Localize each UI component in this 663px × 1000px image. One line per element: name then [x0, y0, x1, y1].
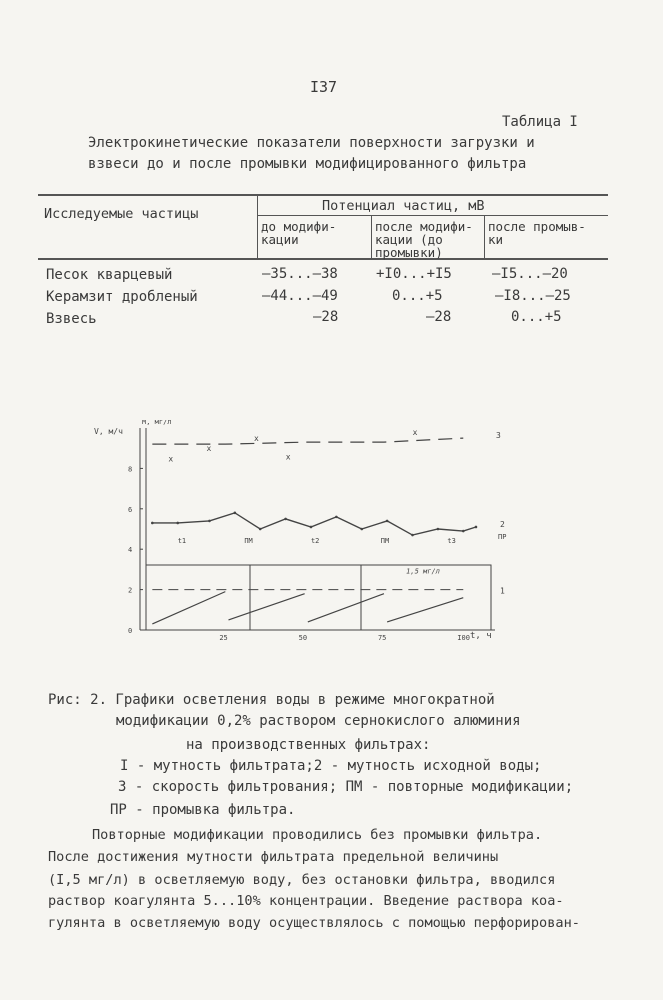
x-tick-label: I00 — [457, 634, 470, 642]
subcol-after-wash-line2: ки — [488, 232, 504, 247]
subcol-before — [261, 220, 336, 246]
col-particles-header: Исследуемые частицы — [44, 206, 199, 222]
y-axis-label-left: V, м/ч — [94, 427, 123, 436]
paragraph-line: После достижения мутности фильтрата предельной величины — [48, 849, 499, 865]
row-name: Песок кварцевый — [46, 267, 173, 283]
x-tick-label: 75 — [377, 634, 387, 642]
series-point — [310, 526, 313, 529]
table-label: Таблица I — [502, 114, 578, 130]
y-tick-label: 4 — [128, 546, 133, 555]
subcol-after-mod-line3: промывки) — [375, 245, 443, 260]
paragraph-line: Повторные модификации проводились без промывки фильтра. — [92, 827, 543, 843]
paragraph-line: (I,5 мг/л) в осветляемую воду, без остановки фильтра, вводился — [48, 872, 556, 888]
table-vline-1 — [257, 194, 258, 258]
series-point — [335, 516, 338, 519]
row-value: 0...+5 — [511, 309, 562, 325]
paragraph-line: раствор коагулянта 5...10% концентрации. Введение раствора коа- — [48, 893, 564, 909]
table-title-line2: взвеси до и после промывки модифицированного фильтра — [88, 156, 527, 172]
row-value: +I0...+I5 — [376, 266, 452, 282]
caption-line6: ПР - промывка фильтра. — [110, 802, 296, 818]
series-point — [151, 522, 154, 525]
limit-annotation: 1,5 мг/л — [406, 567, 440, 576]
series-point — [284, 518, 287, 521]
series-point — [462, 530, 465, 533]
caption-line3: на производственных фильтрах: — [186, 737, 431, 753]
row-value: –28 — [426, 309, 452, 325]
caption-line2: модификации 0,2% раствором сернокислого алюминия — [116, 713, 521, 729]
series-line — [152, 592, 463, 624]
segment-label: t1 — [177, 537, 187, 546]
segment-label: ПМ — [380, 537, 390, 546]
row-value: –35...–38 — [262, 266, 338, 282]
y-tick-label: 0 — [128, 627, 133, 635]
series-point — [176, 522, 179, 525]
y-tick-label: 6 — [128, 505, 133, 514]
x-axis-label: t, ч — [470, 631, 492, 641]
series-point — [386, 520, 389, 523]
subcol-before-line2: кации — [261, 232, 299, 247]
subcol-after-mod-line1: после модифи- — [375, 219, 473, 234]
series-point — [411, 534, 414, 537]
segment-label: t2 — [310, 537, 320, 546]
paragraph-line: гулянта в осветляемую воду осуществлялось с помощью перфорирован- — [48, 915, 580, 931]
series-point — [234, 512, 237, 515]
filtration-chart — [90, 420, 530, 650]
row-value: 0...+5 — [392, 288, 443, 304]
x-tick-label: 50 — [298, 634, 308, 642]
y-axis-label-right: M, мг/л — [142, 420, 172, 426]
y-tick-label: 2 — [128, 586, 133, 595]
series-point — [360, 528, 363, 531]
table-top-rule — [38, 194, 608, 196]
caption-line5: 3 - скорость фильтрования; ПМ - повторные модификации; — [118, 779, 574, 795]
caption-line4: I - мутность фильтрата;2 - мутность исходной воды; — [120, 758, 542, 774]
y-tick-label: 8 — [128, 465, 133, 474]
curve-label: 3 — [496, 431, 501, 441]
caption-line1: Рис: 2. Графики осветления воды в режиме многократной — [48, 692, 495, 708]
scatter-mark: x — [285, 452, 291, 462]
row-value: –44...–49 — [262, 288, 338, 304]
table-vline-3 — [484, 215, 485, 258]
subcol-after-mod-line2: кации (до — [375, 232, 443, 247]
series-point — [437, 528, 440, 531]
segment-label: t3 — [447, 537, 456, 546]
scatter-mark: x — [168, 454, 174, 464]
series-point — [208, 520, 211, 523]
x-tick-label: 25 — [219, 634, 228, 642]
scatter-mark: x — [206, 444, 212, 454]
series-point — [475, 526, 478, 529]
series-line — [152, 438, 463, 444]
row-value: –28 — [313, 309, 339, 325]
subcol-before-line1: до модифи- — [261, 219, 337, 234]
table-title-line1: Электрокинетические показатели поверхности загрузки и — [88, 135, 535, 151]
subcol-after-mod — [375, 220, 473, 259]
segment-label: ПМ — [244, 537, 253, 546]
series-line — [152, 513, 476, 535]
curve-label: 1 — [500, 586, 505, 596]
row-name: Керамзит дробленый — [46, 289, 198, 305]
table-header-bottom-rule — [38, 258, 608, 260]
scatter-mark: x — [412, 428, 418, 438]
col-potential-header: Потенциал частиц, мВ — [322, 198, 485, 214]
scatter-mark: x — [254, 434, 259, 444]
row-name: Взвесь — [46, 311, 97, 327]
subcol-after-wash — [488, 220, 586, 246]
curve-label: ПР — [498, 533, 507, 542]
row-value: –I5...–20 — [492, 266, 568, 282]
series-point — [259, 528, 262, 531]
row-value: –I8...–25 — [495, 288, 571, 304]
curve-label: 2 — [500, 519, 505, 529]
subcol-after-wash-line1: после промыв- — [488, 219, 586, 234]
table-sub-rule — [258, 215, 608, 216]
table-vline-2 — [371, 215, 372, 258]
page-number: I37 — [310, 78, 338, 96]
